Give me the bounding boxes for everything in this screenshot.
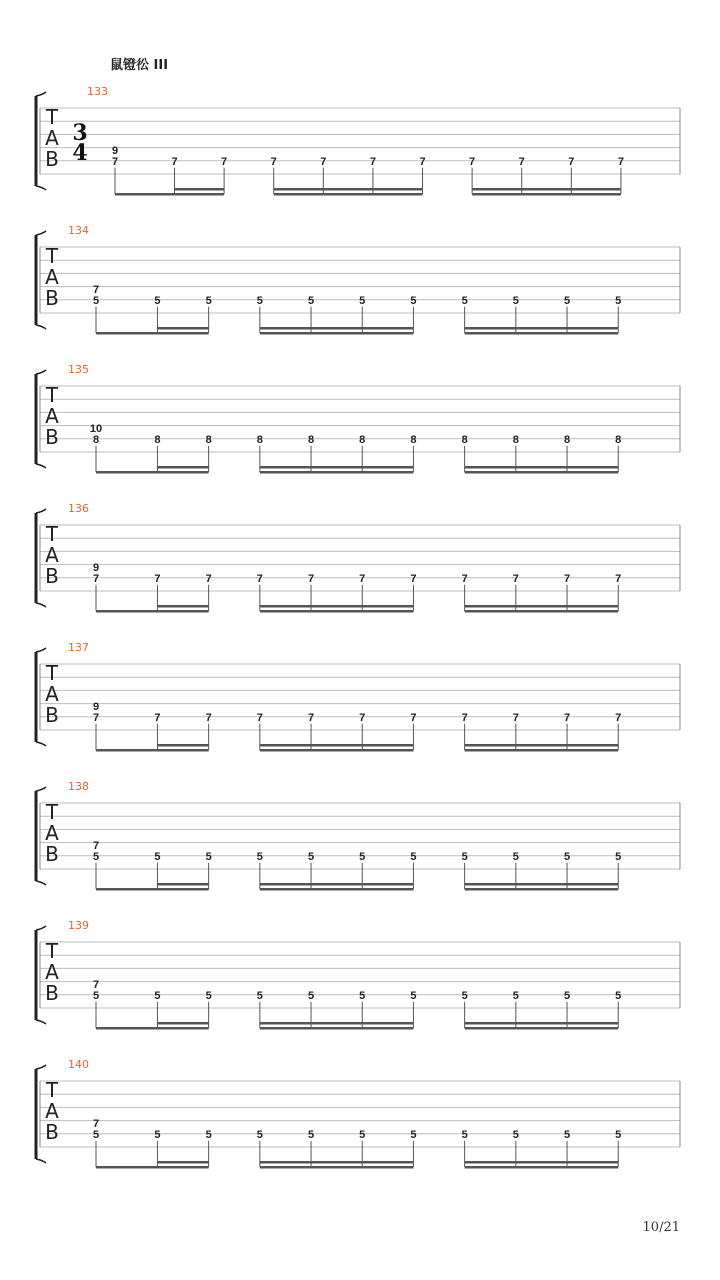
fret-number: 7 bbox=[518, 155, 525, 168]
fret-number: 5 bbox=[615, 294, 622, 307]
eighth-beam bbox=[465, 1027, 619, 1030]
tab-letter: T bbox=[45, 1078, 59, 1102]
tab-letter: T bbox=[45, 105, 59, 129]
eighth-beam bbox=[260, 610, 414, 613]
fret-number: 5 bbox=[410, 1128, 417, 1141]
fret-number: 7 bbox=[154, 572, 161, 585]
fret-number: 7 bbox=[307, 572, 315, 585]
fret-number: 5 bbox=[92, 294, 100, 307]
fret-number: 5 bbox=[410, 850, 417, 863]
eighth-beam bbox=[260, 1027, 414, 1030]
tab-letter: T bbox=[45, 661, 59, 685]
fret-number: 5 bbox=[154, 850, 161, 863]
tab-letter: A bbox=[45, 821, 59, 845]
fret-number: 5 bbox=[461, 294, 468, 307]
fret-number: 5 bbox=[256, 850, 263, 863]
measure-number: 140 bbox=[68, 1058, 89, 1071]
fret-number: 5 bbox=[154, 989, 161, 1002]
bracket-top-hook bbox=[36, 370, 46, 374]
bracket-top-hook bbox=[36, 787, 46, 791]
fret-number: 7 bbox=[461, 711, 468, 724]
fret-number: 7 bbox=[221, 155, 228, 168]
tab-letter: B bbox=[45, 286, 59, 310]
sixteenth-beam bbox=[260, 1161, 414, 1164]
fret-number: 5 bbox=[615, 850, 622, 863]
fret-number: 5 bbox=[461, 1128, 468, 1141]
tab-letter: A bbox=[45, 682, 59, 706]
bracket-bottom-hook bbox=[36, 325, 46, 329]
sixteenth-beam bbox=[465, 1161, 619, 1164]
eighth-beam bbox=[465, 332, 619, 335]
fret-number: 7 bbox=[617, 155, 624, 168]
eighth-beam bbox=[96, 610, 209, 613]
fret-number: 7 bbox=[369, 155, 376, 168]
bracket-top-hook bbox=[36, 648, 46, 652]
fret-number: 5 bbox=[307, 294, 315, 307]
fret-number: 7 bbox=[410, 572, 417, 585]
eighth-beam bbox=[465, 610, 619, 613]
fret-number: 5 bbox=[92, 1128, 100, 1141]
sixteenth-beam bbox=[157, 466, 208, 469]
fret-number: 5 bbox=[615, 989, 622, 1002]
eighth-beam bbox=[260, 749, 414, 752]
sixteenth-beam bbox=[465, 605, 619, 608]
fret-number: 7 bbox=[615, 711, 622, 724]
fret-number: 5 bbox=[410, 294, 417, 307]
measure-number: 133 bbox=[87, 85, 108, 98]
sixteenth-beam bbox=[175, 188, 225, 191]
time-signature-top: 3 bbox=[72, 120, 88, 146]
measure-number: 134 bbox=[68, 224, 89, 237]
fret-number: 7 bbox=[320, 155, 327, 168]
tab-letter: B bbox=[45, 425, 59, 449]
fret-number: 5 bbox=[615, 1128, 622, 1141]
fret-number: 5 bbox=[307, 989, 315, 1002]
fret-number: 7 bbox=[410, 711, 417, 724]
fret-number: 7 bbox=[92, 711, 100, 724]
fret-number: 7 bbox=[563, 711, 571, 724]
eighth-beam bbox=[472, 193, 621, 196]
sixteenth-beam bbox=[157, 883, 208, 886]
fret-number: 7 bbox=[359, 711, 366, 724]
sixteenth-beam bbox=[465, 883, 619, 886]
fret-number: 7 bbox=[469, 155, 476, 168]
bracket-top-hook bbox=[36, 92, 46, 96]
fret-number: 5 bbox=[256, 989, 263, 1002]
tab-letter: B bbox=[45, 703, 59, 727]
fret-number: 5 bbox=[461, 989, 468, 1002]
section-label: 鼠镫彸 III bbox=[110, 58, 169, 73]
fret-number: 8 bbox=[410, 433, 417, 446]
bracket-bottom-hook bbox=[36, 1020, 46, 1024]
fret-number: 7 bbox=[461, 572, 468, 585]
eighth-beam bbox=[260, 332, 414, 335]
tab-letter: T bbox=[45, 522, 59, 546]
fret-number: 5 bbox=[359, 294, 366, 307]
time-signature-bottom: 4 bbox=[72, 140, 88, 166]
bracket-bottom-hook bbox=[36, 603, 46, 607]
fret-number: 8 bbox=[92, 433, 100, 446]
fret-number: 5 bbox=[307, 1128, 315, 1141]
sixteenth-beam bbox=[274, 188, 423, 191]
fret-number: 7 bbox=[256, 711, 263, 724]
fret-number: 8 bbox=[205, 433, 212, 446]
fret-number: 8 bbox=[615, 433, 622, 446]
tab-letter: T bbox=[45, 800, 59, 824]
bracket-bottom-hook bbox=[36, 881, 46, 885]
fret-number: 8 bbox=[512, 433, 519, 446]
eighth-beam bbox=[260, 888, 414, 891]
bracket-bottom-hook bbox=[36, 186, 46, 190]
eighth-beam bbox=[465, 749, 619, 752]
fret-number: 8 bbox=[461, 433, 468, 446]
sixteenth-beam bbox=[260, 744, 414, 747]
fret-number: 7 bbox=[92, 572, 100, 585]
bracket-bottom-hook bbox=[36, 464, 46, 468]
eighth-beam bbox=[465, 471, 619, 474]
tab-letter: B bbox=[45, 981, 59, 1005]
fret-number: 10 bbox=[89, 422, 103, 435]
eighth-beam bbox=[96, 1166, 209, 1169]
fret-number: 7 bbox=[270, 155, 277, 168]
fret-number: 7 bbox=[568, 155, 575, 168]
fret-number: 5 bbox=[359, 1128, 366, 1141]
fret-number: 7 bbox=[512, 572, 519, 585]
measure-number: 138 bbox=[68, 780, 89, 793]
fret-number: 7 bbox=[205, 572, 212, 585]
fret-number: 7 bbox=[615, 572, 622, 585]
sixteenth-beam bbox=[465, 327, 619, 330]
fret-number: 7 bbox=[563, 572, 571, 585]
sixteenth-beam bbox=[260, 883, 414, 886]
eighth-beam bbox=[465, 1166, 619, 1169]
tab-letter: T bbox=[45, 383, 59, 407]
fret-number: 5 bbox=[461, 850, 468, 863]
fret-number: 5 bbox=[512, 850, 519, 863]
fret-number: 5 bbox=[205, 989, 212, 1002]
fret-number: 7 bbox=[92, 978, 100, 991]
sixteenth-beam bbox=[260, 466, 414, 469]
fret-number: 5 bbox=[563, 294, 571, 307]
fret-number: 5 bbox=[256, 1128, 263, 1141]
fret-number: 8 bbox=[307, 433, 315, 446]
fret-number: 5 bbox=[205, 850, 212, 863]
fret-number: 5 bbox=[359, 989, 366, 1002]
sixteenth-beam bbox=[157, 605, 208, 608]
fret-number: 7 bbox=[92, 283, 100, 296]
sixteenth-beam bbox=[465, 1022, 619, 1025]
bracket-bottom-hook bbox=[36, 742, 46, 746]
fret-number: 5 bbox=[154, 1128, 161, 1141]
eighth-beam bbox=[274, 193, 423, 196]
fret-number: 7 bbox=[359, 572, 366, 585]
tab-letter: A bbox=[45, 404, 59, 428]
fret-number: 5 bbox=[512, 294, 519, 307]
fret-number: 5 bbox=[563, 850, 571, 863]
fret-number: 9 bbox=[92, 561, 100, 574]
sixteenth-beam bbox=[465, 744, 619, 747]
tab-letter: A bbox=[45, 265, 59, 289]
fret-number: 5 bbox=[256, 294, 263, 307]
fret-number: 9 bbox=[111, 144, 119, 157]
tab-letter: A bbox=[45, 1099, 59, 1123]
fret-number: 7 bbox=[512, 711, 519, 724]
fret-number: 5 bbox=[307, 850, 315, 863]
fret-number: 7 bbox=[307, 711, 315, 724]
sixteenth-beam bbox=[157, 327, 208, 330]
fret-number: 8 bbox=[563, 433, 571, 446]
sixteenth-beam bbox=[472, 188, 621, 191]
bracket-bottom-hook bbox=[36, 1159, 46, 1163]
fret-number: 5 bbox=[563, 1128, 571, 1141]
sixteenth-beam bbox=[260, 327, 414, 330]
fret-number: 5 bbox=[563, 989, 571, 1002]
measure-number: 139 bbox=[68, 919, 89, 932]
fret-number: 5 bbox=[205, 294, 212, 307]
fret-number: 8 bbox=[359, 433, 366, 446]
tab-letter: B bbox=[45, 147, 59, 171]
fret-number: 5 bbox=[512, 989, 519, 1002]
eighth-beam bbox=[96, 332, 209, 335]
measure-number: 136 bbox=[68, 502, 89, 515]
tab-letter: A bbox=[45, 960, 59, 984]
eighth-beam bbox=[96, 888, 209, 891]
fret-number: 7 bbox=[92, 1117, 100, 1130]
page-number: 10/21 bbox=[642, 1220, 680, 1235]
eighth-beam bbox=[260, 1166, 414, 1169]
fret-number: 5 bbox=[512, 1128, 519, 1141]
fret-number: 7 bbox=[419, 155, 426, 168]
sixteenth-beam bbox=[260, 605, 414, 608]
bracket-top-hook bbox=[36, 1065, 46, 1069]
fret-number: 8 bbox=[256, 433, 263, 446]
eighth-beam bbox=[465, 888, 619, 891]
tab-letter: A bbox=[45, 126, 59, 150]
eighth-beam bbox=[115, 193, 224, 196]
fret-number: 5 bbox=[92, 989, 100, 1002]
measure-number: 137 bbox=[68, 641, 89, 654]
fret-number: 9 bbox=[92, 700, 100, 713]
tab-letter: B bbox=[45, 842, 59, 866]
fret-number: 7 bbox=[256, 572, 263, 585]
measure-number: 135 bbox=[68, 363, 89, 376]
fret-number: 5 bbox=[205, 1128, 212, 1141]
sixteenth-beam bbox=[465, 466, 619, 469]
bracket-top-hook bbox=[36, 509, 46, 513]
tab-letter: T bbox=[45, 244, 59, 268]
fret-number: 5 bbox=[154, 294, 161, 307]
sixteenth-beam bbox=[157, 1161, 208, 1164]
eighth-beam bbox=[260, 471, 414, 474]
fret-number: 5 bbox=[359, 850, 366, 863]
fret-number: 7 bbox=[171, 155, 178, 168]
sixteenth-beam bbox=[157, 1022, 208, 1025]
tab-letter: B bbox=[45, 1120, 59, 1144]
sixteenth-beam bbox=[260, 1022, 414, 1025]
tab-letter: T bbox=[45, 939, 59, 963]
fret-number: 7 bbox=[154, 711, 161, 724]
fret-number: 7 bbox=[205, 711, 212, 724]
eighth-beam bbox=[96, 1027, 209, 1030]
fret-number: 7 bbox=[111, 155, 119, 168]
fret-number: 5 bbox=[92, 850, 100, 863]
bracket-top-hook bbox=[36, 231, 46, 235]
eighth-beam bbox=[96, 749, 209, 752]
tab-letter: A bbox=[45, 543, 59, 567]
tab-letter: B bbox=[45, 564, 59, 588]
fret-number: 8 bbox=[154, 433, 161, 446]
fret-number: 5 bbox=[410, 989, 417, 1002]
bracket-top-hook bbox=[36, 926, 46, 930]
eighth-beam bbox=[96, 471, 209, 474]
fret-number: 7 bbox=[92, 839, 100, 852]
sixteenth-beam bbox=[157, 744, 208, 747]
